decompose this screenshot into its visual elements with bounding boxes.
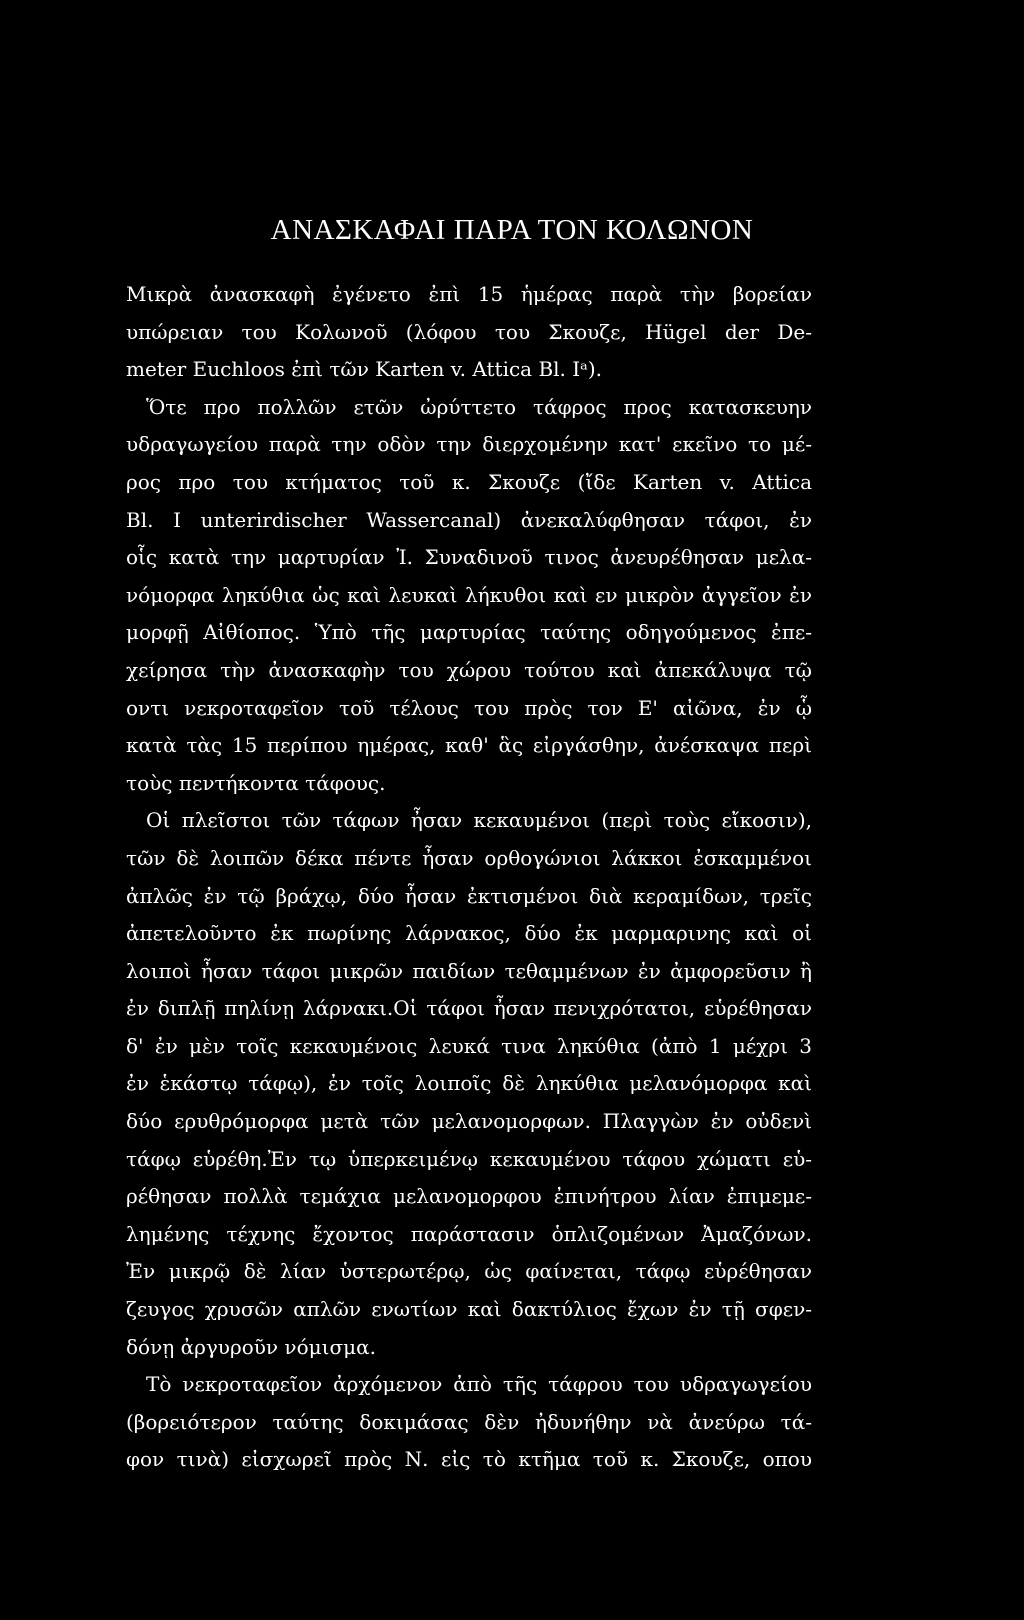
text-line: χείρησα τὴν ἀνασκαφὴν του χώρου τούτου καὶ ἀπεκάλυψα τῷ (126, 657, 812, 682)
page-title: ΑΝΑΣΚΑΦΑΙ ΠΑΡΑ ΤΟΝ ΚΟΛΩΝΟΝ (270, 214, 754, 246)
text-line: υπώρειαν του Κολωνοῦ (λόφου του Σκουζε, Hügel der De- (126, 319, 812, 344)
text-line: υδραγωγείου παρὰ την οδὸν την διερχομένην κατ' εκεῖνο το μέ- (126, 432, 812, 457)
text-line: φον τινὰ) εἰσχωρεῖ πρὸς Ν. εἰς τὸ κτῆμα τοῦ κ. Σκουζε, οπου (126, 1447, 812, 1472)
text-line: ἐν ἑκάστῳ τάφῳ), ἐν τοῖς λοιποῖς δὲ ληκύθια μελανόμορφα καὶ (126, 1071, 812, 1096)
text-line: ἀπετελοῦντο ἐκ πωρίνης λάρνακος, δύο ἐκ μαρμαρινης καὶ οἱ (126, 921, 812, 946)
text-line: τοὺς πεντήκοντα τάφους. (126, 770, 386, 795)
text-line: Ἐν μικρῷ δὲ λίαν ὑστερωτέρῳ, ὡς φαίνεται, τάφῳ εὑρέθησαν (126, 1259, 812, 1284)
text-line: ἐν διπλῇ πηλίνῃ λάρνακι.Οἱ τάφοι ἦσαν πενιχρότατοι, εὑρέθησαν (126, 996, 812, 1021)
text-line: ζευγος χρυσῶν απλῶν ενωτίων καὶ δακτύλιος ἔχων ἐν τῇ σφεν- (126, 1297, 812, 1322)
text-line: Bl. I unterirdischer Wassercanal) ἀνεκαλύφθησαν τάφοι, ἐν (126, 507, 812, 532)
text-line: Μικρὰ ἀνασκαφὴ ἐγένετο ἐπὶ 15 ἡμέρας παρὰ τὴν βορείαν (126, 282, 812, 306)
text-line: τάφῳ εὑρέθη.Ἐν τῳ ὑπερκειμένῳ κεκαυμένου τάφου χώματι εὑ- (126, 1146, 812, 1171)
text-line: μορφῇ Αἰθίοπος. Ὑπὸ τῆς μαρτυρίας ταύτης οδηγούμενος ἐπε- (126, 620, 812, 645)
text-line: λοιποὶ ἦσαν τάφοι μικρῶν παιδίων τεθαμμένων ἐν ἀμφορεῦσιν ἢ (126, 958, 812, 983)
text-line: ρος προ του κτήματος τοῦ κ. Σκουζε (ἴδε Karten v. Attica (126, 469, 812, 494)
text-line: οντι νεκροταφεῖον τοῦ τέλους του πρὸς τον Ε' αἰῶνα, ἐν ᾧ (126, 695, 812, 720)
text-line: τῶν δὲ λοιπῶν δέκα πέντε ἦσαν ορθογώνιοι λάκκοι ἐσκαμμένοι (126, 845, 812, 870)
text-line: δ' ἐν μὲν τοῖς κεκαυμένοις λευκά τινα ληκύθια (ἀπὸ 1 μέχρι 3 (126, 1033, 812, 1058)
text-line: Τὸ νεκροταφεῖον ἀρχόμενον ἀπὸ τῆς τάφρου του υδραγωγείου (146, 1372, 812, 1397)
text-line: Οἱ πλεῖστοι τῶν τάφων ἦσαν κεκαυμένοι (περὶ τοὺς εἴκοσιν), (146, 808, 812, 833)
text-line: δύο ερυθρόμορφα μετὰ τῶν μελανομορφων. Πλαγγὼν ἐν οὐδενὶ (126, 1109, 812, 1134)
text-line: ρέθησαν πολλὰ τεμάχια μελανομορφου ἐπινήτρου λίαν ἐπιμεμε- (126, 1184, 812, 1209)
text-line: (βορειότερον ταύτης δοκιμάσας δὲν ἠδυνήθην νὰ ἀνεύρω τά- (126, 1409, 812, 1434)
text-line: νόμορφα ληκύθια ὡς καὶ λευκαὶ λήκυθοι καὶ εν μικρὸν ἀγγεῖον ἐν (126, 582, 812, 607)
text-line: δόνῃ ἀργυροῦν νόμισμα. (126, 1334, 376, 1359)
text-line: meter Euchloos ἐπὶ τῶν Karten v. Attica Bl. Iᵃ). (126, 357, 603, 382)
body-text (126, 276, 812, 1479)
text-line: οἷς κατὰ την μαρτυρίαν Ἰ. Συναδινοῦ τινος ἀνευρέθησαν μελα- (126, 545, 812, 570)
text-line: ἀπλῶς ἐν τῷ βράχῳ, δύο ἦσαν ἐκτισμένοι διὰ κεραμίδων, τρεῖς (126, 883, 812, 908)
text-line: κατὰ τὰς 15 περίπου ημέρας, καθ' ἃς εἰργάσθην, ἀνέσκαψα περὶ (126, 733, 812, 758)
text-line: λημένης τέχνης ἔχοντος παράστασιν ὁπλιζομένων Ἀμαζόνων. (126, 1221, 812, 1246)
text-line: Ὅτε προ πολλῶν ετῶν ὠρύττετο τάφρος προς κατασκευην (146, 394, 812, 419)
